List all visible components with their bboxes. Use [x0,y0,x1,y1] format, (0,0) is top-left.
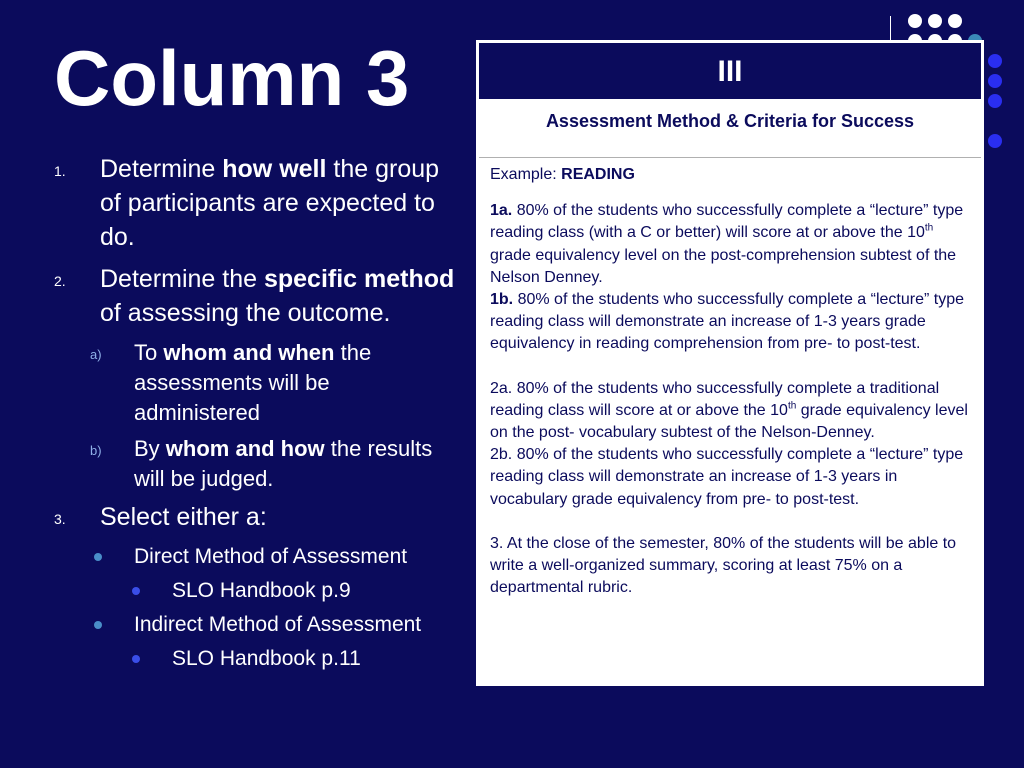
item-emphasis: specific method [263,265,455,293]
outline-item-2 [50,262,460,330]
assessment-table [476,40,984,686]
bullet-indirect-method [50,610,460,640]
item-text: the assessments will be administered [134,340,372,425]
item-text: Determine [100,155,223,183]
criterion-text: 2a. 80% of the students who successfully complete a traditional reading class will score at or above the 10 [490,379,940,419]
table-header-numeral [479,43,981,101]
item-text: the results will be judged. [134,436,433,491]
criterion-text: 80% of the students who successfully complete a “lecture” type reading class will demonstrate an increase of 1-3 years grade equivalency in reading comprehension from pre- to post-test. [490,291,965,353]
item-emphasis: whom and when [163,340,335,365]
bullet-dot-icon [132,655,140,663]
item-text: SLO Handbook p.9 [172,579,351,602]
table-body-cell [479,158,981,599]
example-value: READING [561,166,635,183]
criterion-label: 1a. [490,202,513,220]
bullet-dot-icon [132,587,140,595]
criterion-text: grade equivalency level on the post- vocabulary subtest of the Nelson-Denney. [490,401,968,442]
superscript: th [787,400,797,412]
bullet-direct-reference [50,576,460,606]
outline-item-2b [50,434,460,494]
item-number: b) [90,443,102,458]
table-header-title [479,101,981,158]
item-number: 3. [54,511,66,527]
criterion-text: 80% of the students who successfully complete a “lecture” type reading class (with a C or better) will score at or above the 10 [490,202,964,242]
item-number: 1. [54,163,66,179]
item-number: 2. [54,273,66,289]
decorative-dot [988,54,1002,68]
bullet-dot-icon [94,621,102,629]
decorative-dot [988,74,1002,88]
item-text: Direct Method of Assessment [134,545,408,568]
bullet-direct-method [50,542,460,572]
bullet-indirect-reference [50,644,460,674]
item-text: To [134,340,164,365]
criterion-1a [490,200,971,289]
column-title: Assessment Method & Criteria for Success [545,111,915,131]
outline-item-3 [50,500,460,534]
decorative-dot [988,94,1002,108]
slide-title: Column 3 [54,34,410,122]
item-text: of assessing the outcome. [100,299,391,327]
criterion-3 [490,533,971,600]
item-emphasis: whom and how [165,436,325,461]
decorative-dot [928,14,942,28]
outline-item-2a [50,338,460,428]
item-text: Determine the [100,265,264,293]
item-text: the group of participants are expected to do. [100,155,440,251]
criterion-text: grade equivalency level on the post-comprehension subtest of the Nelson Denney. [490,246,957,286]
example-label: Example: [490,166,562,183]
item-emphasis: how well [222,155,327,183]
decorative-dot [948,14,962,28]
item-text: Indirect Method of Assessment [134,613,422,636]
criterion-text: 2b. 80% of the students who successfully complete a “lecture” type reading class will demonstrate an increase of 1-3 years in vocabulary grade equivalency from pre- to post-test. [490,446,964,508]
criterion-label: 1b. [490,291,514,309]
criterion-2a [490,378,971,445]
item-number: a) [90,347,102,362]
example-line [490,164,971,186]
item-text: By [134,436,166,461]
decorative-dot [988,134,1002,148]
outline-list [50,152,460,678]
column-numeral: III [717,55,743,88]
item-text: Select either a: [100,503,267,531]
item-text: SLO Handbook p.11 [172,647,361,670]
criterion-1b [490,289,971,356]
outline-item-1 [50,152,460,254]
criterion-2b [490,444,971,511]
criterion-text: 3. At the close of the semester, 80% of the students will be able to write a well-organized summary, scoring at least 75% on a departmental rubric. [490,534,957,597]
superscript: th [924,223,934,235]
decorative-dot [908,14,922,28]
bullet-dot-icon [94,553,102,561]
